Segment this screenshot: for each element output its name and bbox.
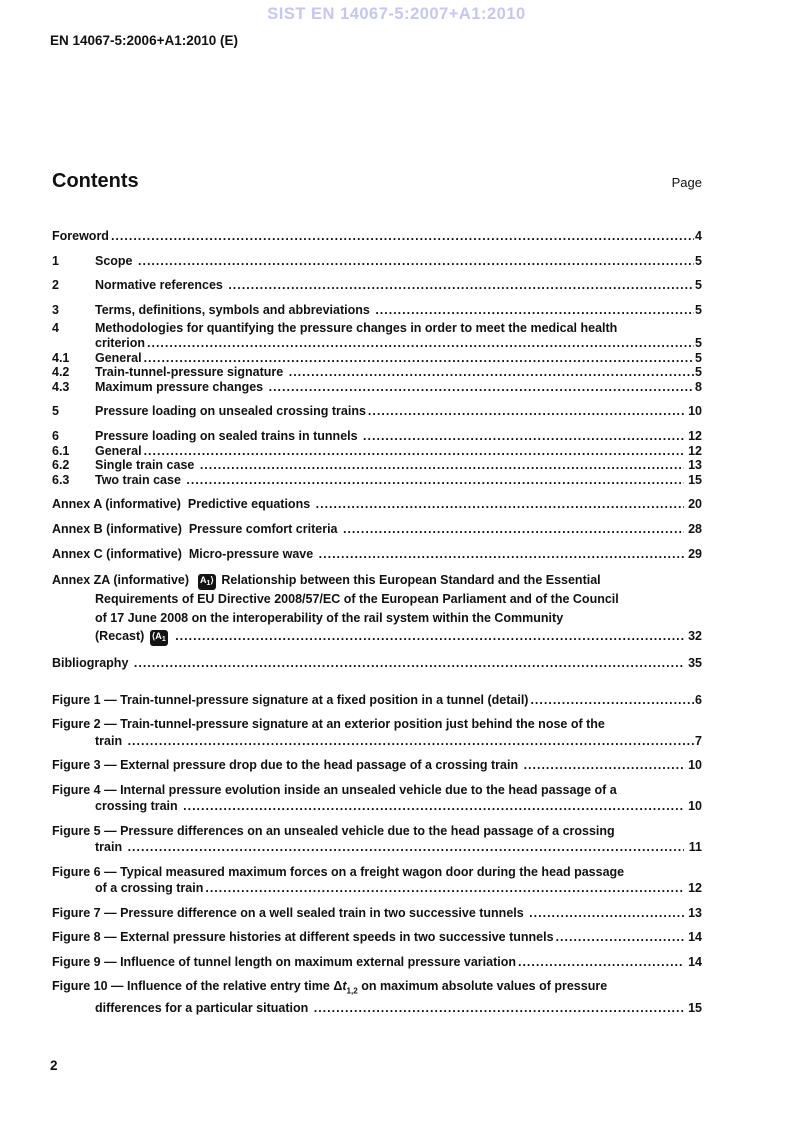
entry-page-number: 5	[695, 350, 702, 365]
figure-entry-6	[52, 864, 702, 897]
toc-line	[52, 429, 702, 444]
toc-line	[52, 254, 702, 269]
toc-line	[52, 609, 702, 628]
entry-text: Figure 8 — External pressure histories at different speeds in two successive tunnels	[52, 930, 554, 945]
entry-number: 1	[52, 253, 59, 268]
entry-text: Figure 1 — Train-tunnel-pressure signature at a fixed position in a tunnel (detail)	[52, 692, 529, 707]
toc-entry-annex-b	[52, 522, 702, 537]
toc-entry-bibliography	[52, 656, 702, 671]
dot-leader	[128, 733, 694, 750]
entry-text: Single train case	[95, 458, 198, 473]
toc-entry-6-1	[52, 444, 702, 459]
entry-text: Normative references	[95, 278, 227, 293]
entry-page-number: 7	[695, 733, 702, 748]
dot-leader	[186, 473, 683, 488]
figure-entry-5	[52, 823, 702, 856]
dot-leader	[316, 497, 684, 512]
toc-line	[52, 336, 702, 351]
entry-text: Pressure loading on sealed trains in tunnels	[95, 428, 362, 443]
entry-text: Annex ZA (informative) $A_1⟩$ Relationship between this European Standard and the Essential	[52, 571, 603, 590]
entry-text: Figure 6 — Typical measured maximum forces on a freight wagon door during the head passage	[52, 864, 625, 879]
entry-page-number: 12	[684, 881, 702, 896]
toc-line	[52, 522, 702, 537]
entry-number: 6	[52, 428, 59, 443]
dot-leader	[228, 278, 694, 293]
entry-page-number: 12	[684, 428, 702, 443]
entry-page-number: 5	[695, 365, 702, 380]
toc-entry-4	[52, 321, 702, 350]
figure-list	[52, 692, 702, 1017]
figure-entry-1	[52, 692, 702, 709]
entry-text: Two train case	[95, 472, 185, 487]
dot-leader	[524, 757, 684, 774]
figure-entry-4	[52, 782, 702, 815]
entry-text: crossing train	[95, 799, 182, 814]
entry-text: of 17 June 2008 on the interoperability of the rail system within the Community	[95, 610, 564, 625]
figure-line	[52, 733, 702, 750]
entry-number: 6.2	[52, 458, 70, 473]
entry-page-number: 5	[695, 253, 702, 268]
entry-text: Figure 4 — Internal pressure evolution inside an unsealed vehicle due to the head passage of a	[52, 782, 617, 797]
entry-text: Figure 2 — Train-tunnel-pressure signature at an exterior position just behind the nose of the	[52, 717, 605, 732]
dot-leader	[529, 905, 683, 922]
dot-leader	[134, 656, 684, 671]
toc-entry-3	[52, 303, 702, 318]
entry-page-number: 28	[684, 521, 702, 536]
dot-leader	[111, 229, 694, 244]
contents-section	[52, 170, 702, 1017]
dot-leader	[556, 929, 684, 946]
entry-text: Terms, definitions, symbols and abbreviations	[95, 302, 374, 317]
toc-line	[52, 303, 702, 318]
entry-page-number: 14	[684, 930, 702, 945]
dot-leader	[138, 254, 694, 269]
toc-line	[52, 444, 702, 459]
toc-line	[52, 656, 702, 671]
dot-leader	[289, 365, 694, 380]
amendment-a1-end-icon: $⟨A_1$	[150, 630, 168, 646]
toc-line	[52, 473, 702, 488]
entry-page-number: 10	[684, 758, 702, 773]
toc-line	[52, 497, 702, 512]
entry-text: (Recast) $⟨A_1$	[95, 627, 175, 646]
toc-entry-2	[52, 278, 702, 293]
dot-leader	[269, 380, 694, 395]
entry-number: 6.3	[52, 472, 70, 487]
figure-line	[52, 1000, 702, 1017]
dot-leader	[319, 547, 684, 562]
entry-number: 5	[52, 404, 59, 419]
entry-text: Foreword	[52, 229, 109, 243]
figure-entry-2	[52, 716, 702, 749]
entry-page-number: 5	[695, 278, 702, 293]
entry-page-number: 29	[684, 546, 702, 561]
entry-text: Bibliography	[52, 656, 132, 671]
dot-leader	[530, 692, 694, 709]
dot-leader	[518, 954, 684, 971]
figure-entry-3	[52, 757, 702, 774]
table-of-contents	[52, 229, 702, 671]
toc-entry-6-2	[52, 458, 702, 473]
dot-leader	[147, 336, 694, 351]
toc-entry-6-3	[52, 473, 702, 488]
toc-entry-annex-c	[52, 547, 702, 562]
toc-line	[52, 351, 702, 366]
entry-text: Annex C (informative) Micro-pressure wave	[52, 546, 317, 561]
entry-page-number: 4	[695, 229, 702, 243]
entry-text: Train-tunnel-pressure signature	[95, 365, 287, 380]
toc-line	[52, 278, 702, 293]
figure-line	[52, 978, 702, 1000]
entry-text: Pressure loading on unsealed crossing trains	[95, 404, 366, 419]
figure-entry-10	[52, 978, 702, 1017]
toc-entry-4-1	[52, 351, 702, 366]
toc-line	[52, 547, 702, 562]
toc-entry-4-3	[52, 380, 702, 395]
entry-page-number: 15	[684, 1001, 702, 1016]
toc-line	[52, 458, 702, 473]
entry-text: Annex B (informative) Pressure comfort criteria	[52, 521, 341, 536]
toc-line	[52, 404, 702, 419]
entry-text: train	[95, 733, 126, 748]
dot-leader	[368, 404, 684, 419]
watermark-header: SIST EN 14067-5:2007+A1:2010	[267, 5, 526, 23]
figure-line	[52, 954, 702, 971]
toc-entry-foreword	[52, 229, 702, 244]
entry-text: Figure 7 — Pressure difference on a well sealed train in two successive tunnels	[52, 905, 528, 920]
entry-text: criterion	[95, 335, 146, 350]
entry-page-number: 10	[684, 799, 702, 814]
dot-leader	[175, 627, 683, 646]
entry-page-number: 10	[684, 404, 702, 419]
contents-title: Contents	[52, 170, 139, 192]
entry-page-number: 32	[684, 629, 702, 644]
entry-page-number: 15	[684, 472, 702, 487]
entry-text: Scope	[95, 253, 136, 268]
dot-leader	[200, 458, 684, 473]
entry-page-number: 13	[684, 905, 702, 920]
toc-entry-1	[52, 254, 702, 269]
entry-text: differences for a particular situation	[95, 1001, 312, 1016]
toc-entry-4-2	[52, 365, 702, 380]
toc-line	[52, 229, 702, 244]
toc-line	[52, 571, 702, 590]
figure-line	[52, 798, 702, 815]
entry-text: train	[95, 840, 126, 855]
entry-number: 4.1	[52, 350, 70, 365]
page-number: 2	[50, 1058, 58, 1073]
entry-number: 4	[52, 321, 59, 336]
entry-number: 6.1	[52, 443, 70, 458]
toc-entry-5	[52, 404, 702, 419]
entry-text: General	[95, 443, 142, 458]
document-reference: EN 14067-5:2006+A1:2010 (E)	[50, 33, 238, 48]
entry-page-number: 6	[695, 692, 702, 707]
entry-number: 3	[52, 302, 59, 317]
figure-line	[52, 864, 702, 881]
toc-line	[52, 590, 702, 609]
figure-line	[52, 905, 702, 922]
entry-text: General	[95, 350, 142, 365]
entry-page-number: 12	[684, 443, 702, 458]
entry-number: 4.2	[52, 365, 70, 380]
entry-number: 2	[52, 278, 59, 293]
dot-leader	[314, 1000, 684, 1017]
figure-line	[52, 757, 702, 774]
figure-line	[52, 823, 702, 840]
toc-line	[52, 321, 702, 336]
dot-leader	[375, 303, 694, 318]
entry-text: Figure 9 — Influence of tunnel length on maximum external pressure variation	[52, 954, 516, 969]
figure-entry-7	[52, 905, 702, 922]
contents-header	[52, 170, 702, 193]
entry-text: Requirements of EU Directive 2008/57/EC of the European Parliament and of the Council	[95, 592, 619, 607]
toc-line	[52, 365, 702, 380]
figure-line	[52, 839, 702, 856]
entry-text: Methodologies for quantifying the pressure changes in order to meet the medical health	[95, 321, 618, 336]
entry-text: Figure 10 — Influence of the relative entry time $\Delta t_{1,2}$ on maximum absolute values of pressure	[52, 979, 608, 996]
dot-leader	[144, 444, 684, 459]
page-column-label: Page	[671, 175, 702, 190]
figure-entry-8	[52, 929, 702, 946]
dot-leader	[343, 522, 684, 537]
entry-page-number: 13	[684, 458, 702, 473]
entry-page-number: 8	[695, 379, 702, 394]
entry-text: Annex A (informative) Predictive equations	[52, 497, 314, 512]
entry-page-number: 14	[684, 954, 702, 969]
dot-leader	[205, 880, 683, 897]
figure-line	[52, 880, 702, 897]
amendment-a1-start-icon: $A_1⟩$	[198, 574, 216, 590]
figure-line	[52, 929, 702, 946]
figure-line	[52, 692, 702, 709]
dot-leader	[144, 351, 694, 366]
entry-text: Figure 5 — Pressure differences on an unsealed vehicle due to the head passage of a crossing	[52, 823, 615, 838]
entry-page-number: 5	[695, 335, 702, 350]
toc-entry-annex-a	[52, 497, 702, 512]
dot-leader	[363, 429, 684, 444]
entry-page-number: 11	[685, 840, 702, 855]
toc-entry-6	[52, 429, 702, 444]
entry-text: of a crossing train	[95, 881, 204, 896]
toc-line	[52, 380, 702, 395]
entry-page-number: 20	[684, 497, 702, 512]
entry-text: Figure 3 — External pressure drop due to the head passage of a crossing train	[52, 758, 522, 773]
entry-page-number: 35	[684, 656, 702, 671]
toc-line	[52, 627, 702, 646]
dot-leader	[128, 839, 685, 856]
entry-text: Maximum pressure changes	[95, 379, 267, 394]
figure-line	[52, 782, 702, 799]
entry-page-number: 5	[695, 302, 702, 317]
figure-entry-9	[52, 954, 702, 971]
figure-line	[52, 716, 702, 733]
entry-number: 4.3	[52, 379, 70, 394]
dot-leader	[183, 798, 683, 815]
toc-entry-annex-za	[52, 571, 702, 646]
